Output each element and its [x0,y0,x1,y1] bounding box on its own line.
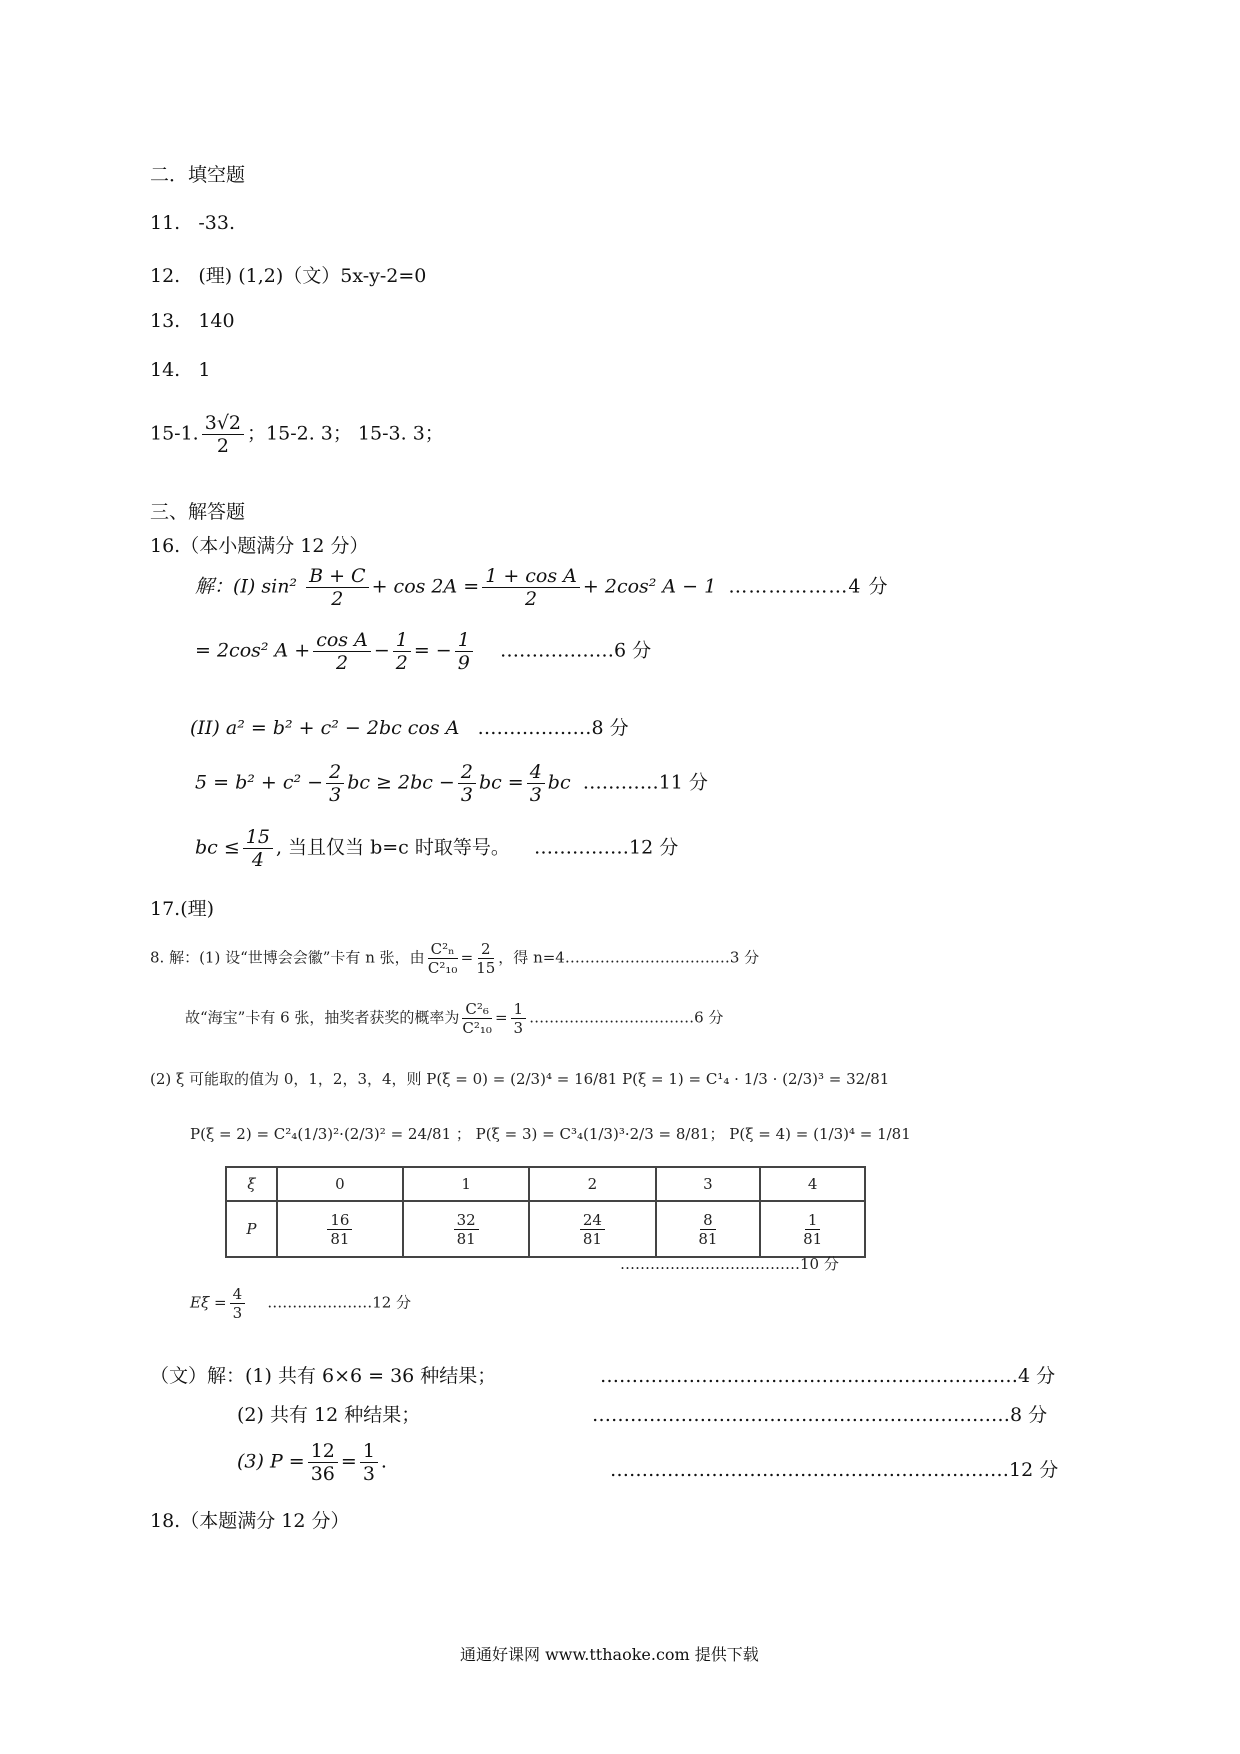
num: 12. [150,265,181,287]
score: …………………12 分 [267,1293,412,1312]
solve-heading: 三、解答题 [150,501,246,523]
cell [403,1201,529,1257]
rest: ；15-2. 3； 15-3. 3； [247,422,444,445]
num: 14. [150,359,181,381]
t: 故“海宝”卡有 6 张，抽奖者获奖的概率为 [185,1008,460,1027]
cell: 1 [403,1167,529,1201]
score: ………………8 分 [477,717,629,739]
distribution-table [225,1166,866,1258]
t: − [373,639,390,662]
answer-14 [150,359,210,381]
wen-line1: （文）解：(1) 共有 6×6 = 36 种结果； [150,1365,497,1387]
fraction: $\frac{4}{3}$ [527,761,545,806]
cell: 2 [529,1167,655,1201]
q16-line2 [195,629,651,674]
ans: 140 [198,310,235,332]
fraction: $\frac{4}{3}$ [230,1285,246,1322]
t: 解：(I) sin² [195,575,304,598]
den: 81 [803,1229,823,1248]
fill-heading: 二．填空题 [150,164,246,186]
q16-line1 [195,565,888,610]
den: 81 [330,1229,350,1248]
cell [529,1201,655,1257]
den: 81 [582,1229,602,1248]
t: (II) a² = b² + c² − 2bc cos A [190,717,460,739]
fraction: $\frac{1}{2}$ [393,629,411,674]
table-row [226,1167,865,1201]
t: ，得 n=4 [498,948,565,967]
cell: 3 [656,1167,761,1201]
fraction: $\frac{\text{C²ₙ}}{\text{C²₁₀}}$ [427,940,458,977]
num: 8 [700,1211,716,1230]
t: 8. 解：(1) 设“世博会会徽”卡有 n 张，由 [150,948,425,967]
fraction: $\frac{\text{1 + cos A}}{2}$ [482,565,580,610]
answer-13 [150,310,235,332]
fraction: $\frac{2}{3}$ [458,761,476,806]
fraction: $\frac{2}{3}$ [326,761,344,806]
wen-score3: ………………………………………………………12 分 [610,1459,1059,1481]
q16-line5 [195,826,678,871]
ans: -33. [198,212,235,234]
score: ………………6 分 [499,639,652,662]
table-row [226,1201,865,1257]
t: bc ≥ 2bc − [347,771,455,794]
q16-line3 [190,713,629,740]
fraction: $\frac{\text{cos A}}{2}$ [313,629,371,674]
t: bc [547,771,571,794]
num: 13. [150,310,181,332]
q17-step1 [150,940,759,977]
q18-title: 18.（本题满分 12 分） [150,1510,350,1532]
t: + 2cos² A − 1 [582,575,717,598]
ans: 1 [198,359,211,381]
wen-score1: …………………………………………………………4 分 [600,1365,1056,1387]
q17-expectation [190,1285,411,1322]
q16-line4 [195,761,708,806]
t: Eξ = [190,1293,227,1312]
score: ……………………………6 分 [529,1008,724,1027]
cell: ξ [226,1167,277,1201]
q17-step4: P(ξ = 2) = C²₄(1/3)²·(2/3)² = 24/81 ； P(ξ = 3) = C³₄(1/3)³·2/3 = 8/81； P(ξ = 4) = (1/3)⁴ = 1/81 [190,1125,911,1143]
q17-step3: (2) ξ 可能取的值为 0，1，2，3，4，则 P(ξ = 0) = (2/3)⁴ = 16/81 P(ξ = 1) = C¹₄ · 1/3 · (2/3)³ = 32/81 [150,1070,890,1088]
fraction: $\frac{B + C}{2}$ [306,565,369,610]
den: 81 [698,1229,718,1248]
cell: P [226,1201,277,1257]
num: 1 [805,1211,821,1230]
num: 15-1. [150,422,199,445]
t: , 当且仅当 b=c 时取等号。 [275,836,510,859]
num: 11. [150,212,181,234]
q16-title: 16.（本小题满分 12 分） [150,535,369,557]
cell: 4 [760,1167,865,1201]
t: = [460,948,474,967]
cell [760,1201,865,1257]
num: 16 [327,1211,352,1230]
t: + cos 2A = [371,575,480,598]
t: = [340,1450,357,1473]
fraction: $\frac{15}{4}$ [243,826,273,871]
t: . [380,1450,387,1473]
score: ………………4 分 [728,575,889,598]
fraction: $\frac{\text{C²₆}}{\text{C²₁₀}}$ [462,1000,492,1037]
score: …………11 分 [582,771,708,794]
num: 32 [454,1211,479,1230]
fraction: $\frac{3√2}{2}$ [202,412,244,457]
wen-line2: (2) 共有 12 种结果； [237,1404,421,1426]
cell [656,1201,761,1257]
t: = 2cos² A + [195,639,311,662]
answer-15 [150,412,444,457]
fraction: $\frac{12}{36}$ [308,1440,338,1485]
fraction: $\frac{1}{3}$ [511,1000,527,1037]
q17-title: 17.(理) [150,898,215,920]
answer-12 [150,261,426,288]
q17-score-10: ………………………………10 分 [620,1255,839,1273]
fraction: $\frac{1}{9}$ [455,629,473,674]
wen-line3 [237,1440,387,1485]
cell [277,1201,403,1257]
fraction: $\frac{1}{3}$ [360,1440,378,1485]
den: 81 [456,1229,476,1248]
q17-step2 [185,1000,723,1037]
t: bc = [478,771,524,794]
footer: 通通好课网 www.tthaoke.com 提供下载 [460,1645,759,1664]
t: = − [413,639,452,662]
ans: (理) (1,2)（文）5x-y-2=0 [198,265,427,287]
t: (3) P = [237,1450,305,1473]
t: 5 = b² + c² − [195,771,324,794]
answer-11 [150,212,235,234]
t: bc ≤ [195,836,240,859]
score: ……………12 分 [534,836,679,859]
fraction: $\frac{2}{15}$ [476,940,496,977]
num: 24 [580,1211,605,1230]
wen-score2: …………………………………………………………8 分 [592,1404,1048,1426]
cell: 0 [277,1167,403,1201]
t: = [494,1008,508,1027]
score: ……………………………3 分 [564,948,760,967]
